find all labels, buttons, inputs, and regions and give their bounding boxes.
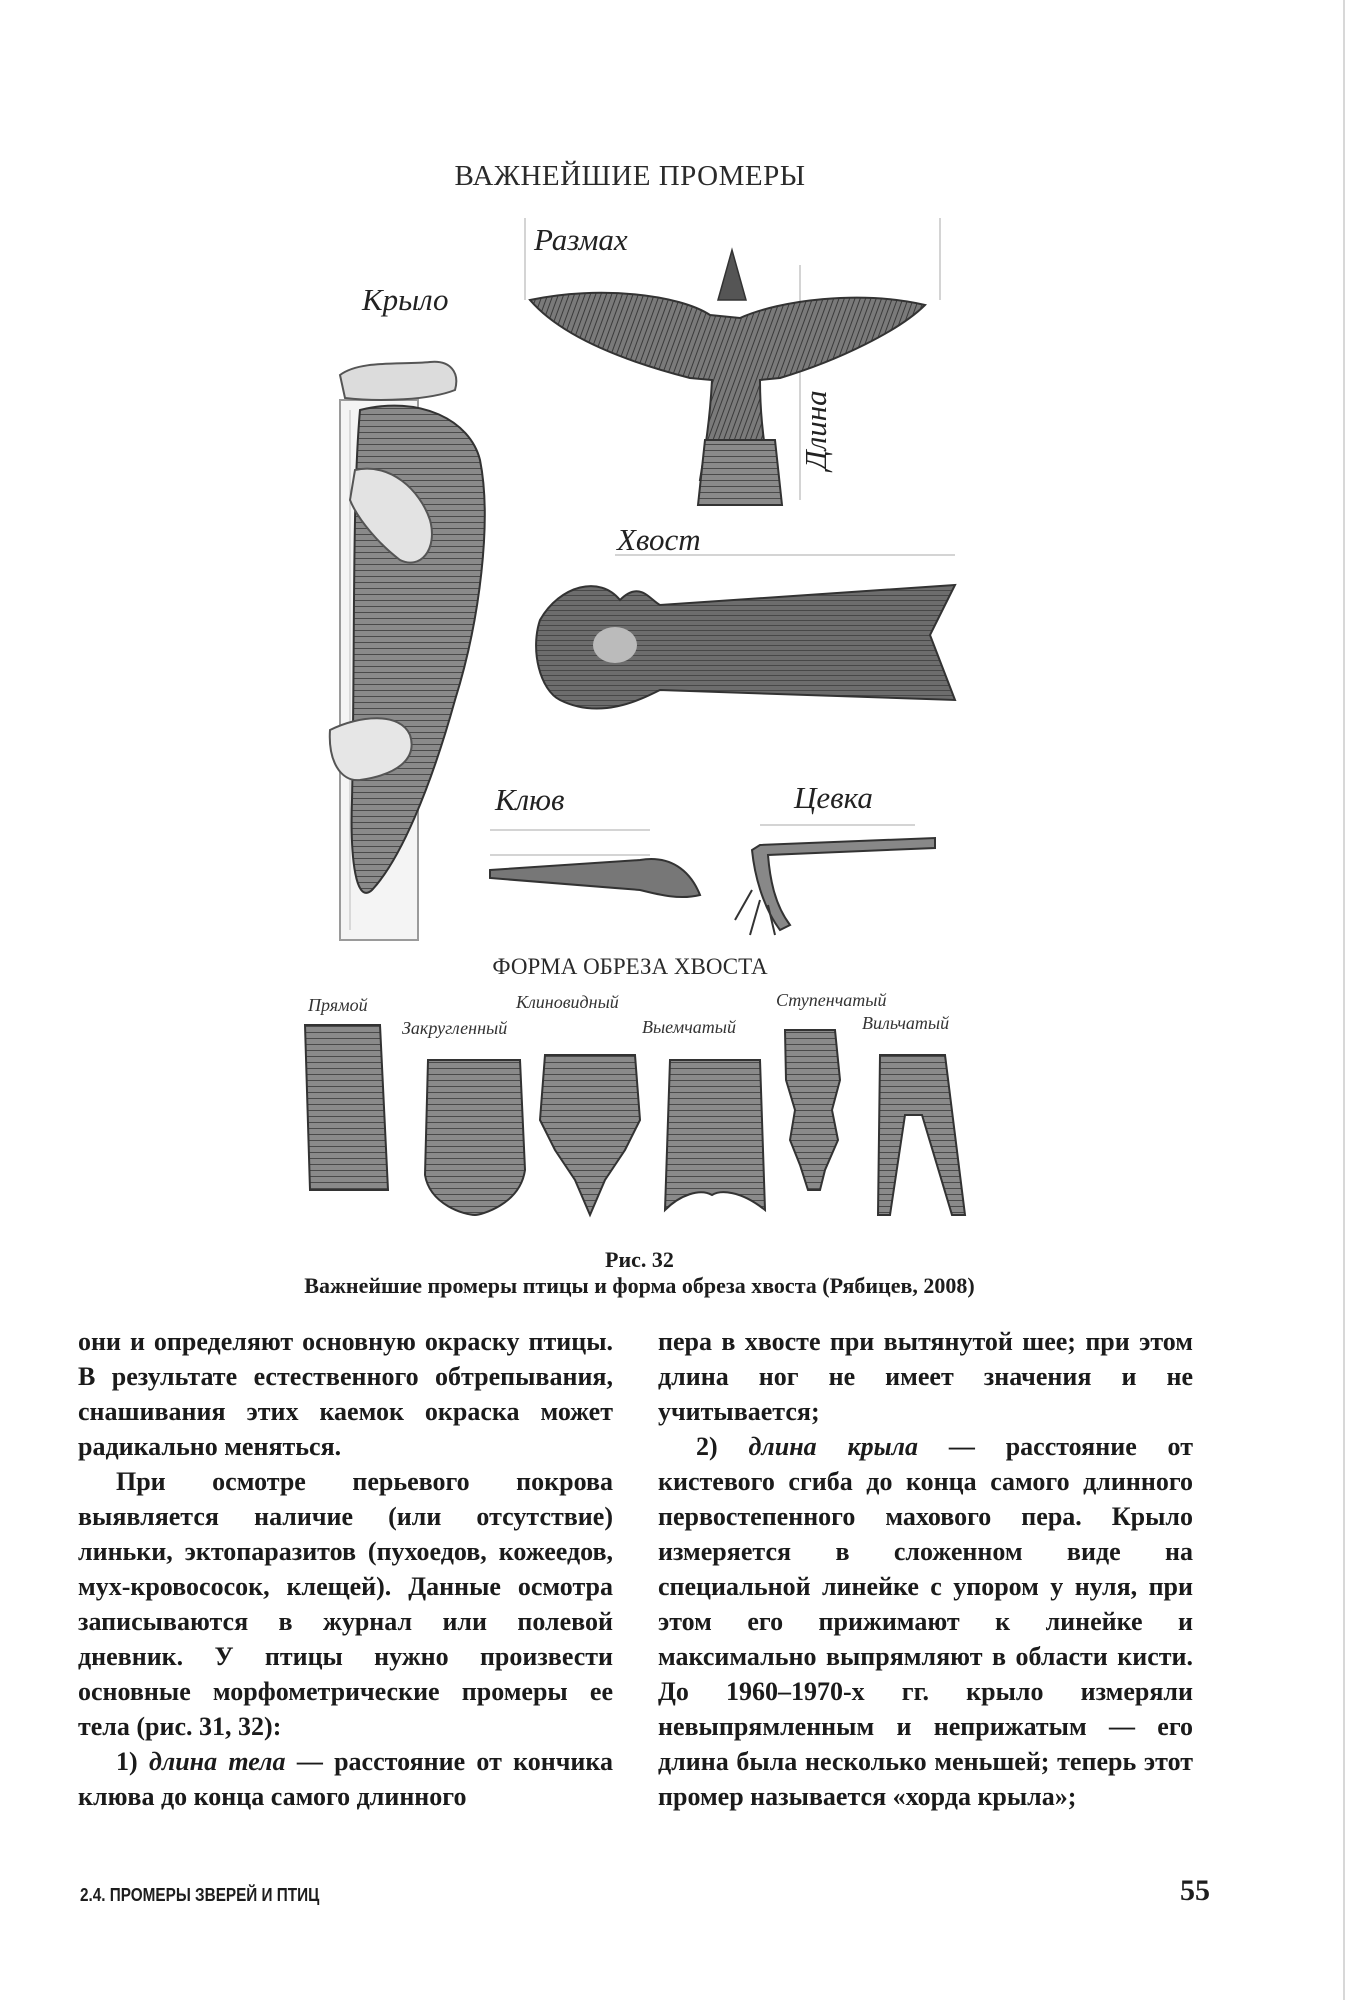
tail-shapes-row (305, 1025, 965, 1215)
paragraph: При осмотре перьевого покрова выявляется наличие (или отсутствие) линьки, эктопаразитов (пухоедов, кожеедов, мух-кровососок, клещей). Данные осмотра записываются в журнал или полевой дневник. У птицы нужно произвести основные морфометрические промеры ее тела (рис. 31, 32): (78, 1467, 613, 1741)
tail-shape-label: Вильчатый (862, 1013, 950, 1033)
definition: — расстояние от кончика клюва до конца самого длинного (78, 1747, 613, 1811)
label-beak: Клюв (495, 782, 565, 817)
wing-measure-drawing (330, 362, 485, 940)
page-number: 55 (1180, 1874, 1210, 1907)
tail-shape-label: Прямой (308, 995, 368, 1015)
tail-shape-straight (305, 1025, 388, 1190)
figure-caption-number: Рис. 32 (605, 1247, 674, 1272)
running-footer-section: 2.4. ПРОМЕРЫ ЗВЕРЕЙ И ПТИЦ (80, 1885, 320, 1905)
tail-shape-stepped (785, 1030, 840, 1190)
list-number: 1) (116, 1747, 138, 1776)
label-length: Длина (798, 390, 833, 470)
tail-measure-drawing (536, 555, 955, 709)
list-number: 2) (696, 1432, 718, 1461)
paragraph: они и определяют основную окраску птицы. В результате естественного обтрепывания, снашивания этих каемок окраска может радикально меняться. (78, 1327, 613, 1461)
tail-shape-rounded (425, 1060, 525, 1215)
paragraph (78, 1744, 613, 1814)
figure-caption-text: Важнейшие промеры птицы и форма обреза хвоста (Рябицев, 2008) (304, 1273, 975, 1298)
text-column-right (658, 1324, 1193, 1814)
label-tarsus: Цевка (794, 780, 873, 815)
term: длина тела (148, 1747, 286, 1776)
tail-shape-forked (878, 1055, 965, 1215)
label-tail: Хвост (617, 522, 701, 557)
tail-shape-label: Клиновидный (516, 992, 619, 1012)
tail-shape-notched (665, 1060, 765, 1210)
beak-measure-drawing (490, 830, 700, 897)
tail-shape-label: Закругленный (402, 1018, 508, 1038)
tail-shape-label: Ступенчатый (776, 990, 887, 1010)
paragraph (658, 1429, 1193, 1814)
tarsus-measure-drawing (735, 825, 935, 935)
tail-shapes-title: ФОРМА ОБРЕЗА ХВОСТА (492, 954, 768, 979)
paragraph: пера в хвосте при вытянутой шее; при этом длина ног не имеет значения и не учитывается; (658, 1327, 1193, 1426)
term: длина крыла (748, 1432, 919, 1461)
text-column-left (78, 1324, 613, 1814)
definition: — расстояние от кистевого сгиба до конца самого длинного первостепенного махового пера. Крыло измеряется в сложенном виде на специальной линейке с упором у нуля, при этом его прижимают к линейке и максимально выпрямляют в области кисти. До 1960–1970-х гг. крыло измеряли невыпрямленным и неприжатым — его длина была несколько меньшей; теперь этот промер называется «хорда крыла»; (658, 1432, 1193, 1811)
label-span: Размах (534, 222, 628, 257)
bird-span-drawing (525, 218, 940, 505)
tail-shape-label: Выемчатый (642, 1017, 736, 1037)
tail-shape-wedge (540, 1055, 640, 1215)
label-wing: Крыло (362, 282, 449, 317)
figure-title: ВАЖНЕЙШИЕ ПРОМЕРЫ (454, 160, 806, 192)
